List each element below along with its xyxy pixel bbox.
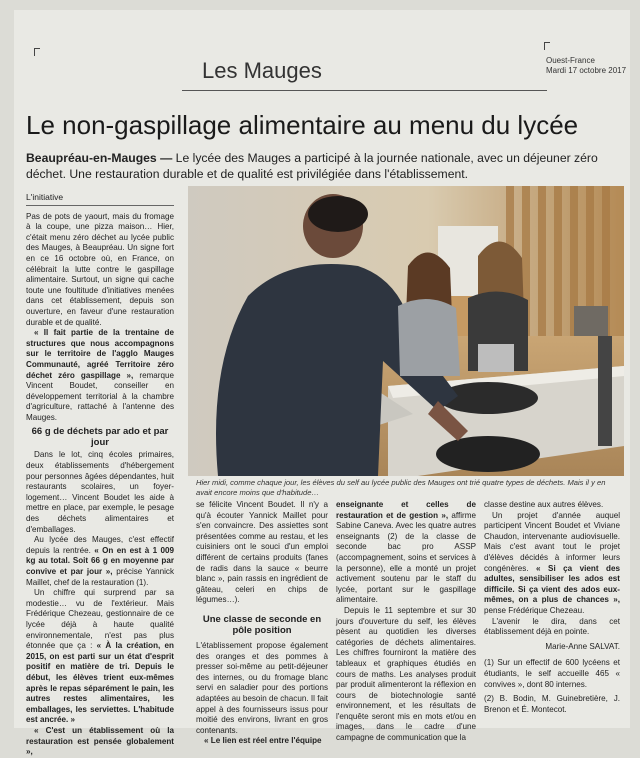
- crop-mark: [544, 42, 550, 43]
- paragraph-text: pense Frédérique Chezeau.: [484, 605, 585, 615]
- quote: « On en est à 1 009 kg au total. Soit 66 g en moyenne par convive et par jour »,: [26, 545, 174, 576]
- paragraph-text: Au lycée des Mauges, c'est effectif depuis la rentrée.: [26, 535, 174, 555]
- quote: enseignante et celles de restauration et de gestion »,: [336, 500, 476, 520]
- article-column-3: [336, 500, 476, 744]
- paragraph-text: Un projet d'année auquel participent Vincent Boudet et Viviane Chaudon, intervenante audiovisuelle. Mais c'est avant tout le projet d'élèves décidés à informer leurs congénères.: [484, 510, 620, 573]
- article-column-1: [26, 192, 174, 758]
- quote: « Le lien est réel entre l'équipe: [204, 736, 322, 746]
- lede-text: Le lycée des Mauges a participé à la journée nationale, avec un déjeuner zéro déchet. Une restauration durable et de qualité est privilégiée dans l'établissement.: [26, 151, 598, 181]
- article-column-2: [196, 500, 328, 747]
- subheading: 66 g de déchets par ado et par jour: [31, 426, 169, 449]
- quote: « Il fait partie de la trentaine de structures que nous accompagnons sur le territoire de l'agglo Mauges Communauté, agréé Territoire zéro déchet zéro gaspillage »,: [26, 328, 174, 380]
- paragraph: L'établissement propose également des oranges et des pommes à presser soi-même au petit-déjeuner des internes, ou du fromage blanc servi en saladier pour des portions adaptées au besoin de chacun. Il fait appel à des fournisseurs issus pour moitié des environs, livrant en gros contenants.: [196, 640, 328, 735]
- paragraph: [336, 500, 476, 606]
- footnotes: [484, 658, 620, 715]
- crop-mark: [34, 48, 40, 49]
- lede: [26, 150, 616, 182]
- paragraph: Depuis le 11 septembre et sur 30 jours d'ouverture du self, les élèves pèsent au quotidien les diverses catégories de déchets alimentaires. Les chiffres fourniront la matière des tableaux et graphiques étudiés en cours de maths. Les analyses produit par produit alimenteront la réflexion en cours de biotechnologie santé environnement, et les résultats de l'enquête seront mis en mots et/ou en images, dans le cadre d'une campagne de communication que la: [336, 605, 476, 743]
- paragraph: [26, 328, 174, 423]
- headline: Le non-gaspillage alimentaire au menu du lycée: [26, 110, 579, 140]
- cafeteria-photo-illustration: [188, 186, 624, 476]
- article-column-4: [484, 500, 620, 719]
- paragraph: [26, 726, 174, 758]
- article-photo: [188, 186, 624, 476]
- paragraph-text: remarque Vincent Boudet, conseiller en développement territorial à la chambre d'agriculture, rattaché à l'antenne des Mauges.: [26, 370, 175, 422]
- paragraph: se félicite Vincent Boudet. Il n'y a qu'à écouter Yannick Maillet pour s'en convaincre. Des assiettes sont présentées comme au restau, et les cuisiniers ont le souci d'un emploi différent de certains produits (fanes de radis dans la sauce « beurre blanc », pain rassis en ingrédient de gâteau, celeri en chips de légumes…).: [196, 500, 328, 605]
- paragraph: [26, 588, 174, 726]
- paragraph: L'avenir le dira, dans cet établissement déjà en pointe.: [484, 616, 620, 637]
- paragraph: Dans le lot, cinq écoles primaires, deux établissements d'hébergement pour personnes âgées dépendantes, huit restaurants scolaires, un foyer-logement… Vincent Boudet les aide à mettre en place, par exemple, le pesage des déchets alimentaires et d'emballages.: [26, 450, 174, 534]
- paragraph-text: Un chiffre qui surprend par sa modestie… vu de l'extérieur. Mais Frédérique Chezeau, gestionnaire de ce lycée déjà à haute qualité environnementale, n'est pas plus étonnée que ça :: [26, 588, 174, 651]
- footnote: (1) Sur un effectif de 600 lycéens et étudiants, le self accueille 465 « convives », dont 80 internes.: [484, 658, 620, 689]
- paragraph-text: précise Yannick Maillet, chef de la restauration (1).: [26, 567, 174, 587]
- dateline: Beaupréau-en-Mauges —: [26, 151, 173, 165]
- publication-name: Ouest-France: [546, 56, 595, 65]
- paragraph: [26, 535, 174, 588]
- kicker: L'initiative: [26, 192, 174, 206]
- quote: « C'est un établissement où la restauration est pensée globalement »,: [26, 725, 174, 757]
- paragraph: [484, 511, 620, 617]
- publication-date: Mardi 17 octobre 2017: [546, 66, 627, 75]
- paragraph: Pas de pots de yaourt, mais du fromage à la coupe, une pizza maison… Hier, c'était menu zéro déchet au lycée public des Mauges, à Beaupréau. Un signe fort en ce 16 octobre où, en France, on célébrait la lutte contre le gaspillage alimentaire. Surtout, un signe qui cache toute une foultitude d'initiatives menées dans cet établissement, depuis son ouverture, en faveur d'une restauration durable et de qualité.: [26, 211, 174, 327]
- crop-mark: [544, 42, 545, 50]
- photo-caption: Hier midi, comme chaque jour, les élèves du self au lycée public des Mauges ont trié quatre types de déchets. Mais il y en avait encore moins que d'habitude…: [196, 478, 606, 497]
- footnote: (2) B. Bodin, M. Guinebretière, J. Brenon et É. Montecot.: [484, 694, 620, 714]
- quote: « Si ça vient des adultes, sensibiliser les ados est difficile. Si ça vient des ados eux-mêmes, on a plus de chances »,: [484, 563, 621, 605]
- section-divider: [182, 90, 547, 91]
- paragraph: classe destine aux autres élèves.: [484, 500, 604, 509]
- paragraph-text: affirme Sabine Caneva. Avec les quatre autres enseignants (2) de la classe de seconde bac pro ASSP (accompagnement, soins et services à la personne), elle a monté un projet activement soutenu par le staff du lycée, portant sur le gaspillage alimentaire.: [336, 510, 476, 605]
- paragraph: [196, 736, 328, 747]
- crop-mark: [34, 48, 35, 56]
- quote: « À la création, en 2015, on est parti sur un état d'esprit positif en matière de tri. Depuis le début, les élèves trient eux-mêmes après le repas séparément le pain, les autres restes alimentaires, les emballages, les serviettes. L'habitude est ancrée. »: [26, 641, 174, 725]
- subheading: Une classe de seconde en pôle position: [202, 613, 322, 636]
- publication-info: [546, 56, 626, 76]
- author-signature: Marie-Anne SALVAT.: [545, 641, 620, 651]
- section-title: Les Mauges: [202, 58, 322, 83]
